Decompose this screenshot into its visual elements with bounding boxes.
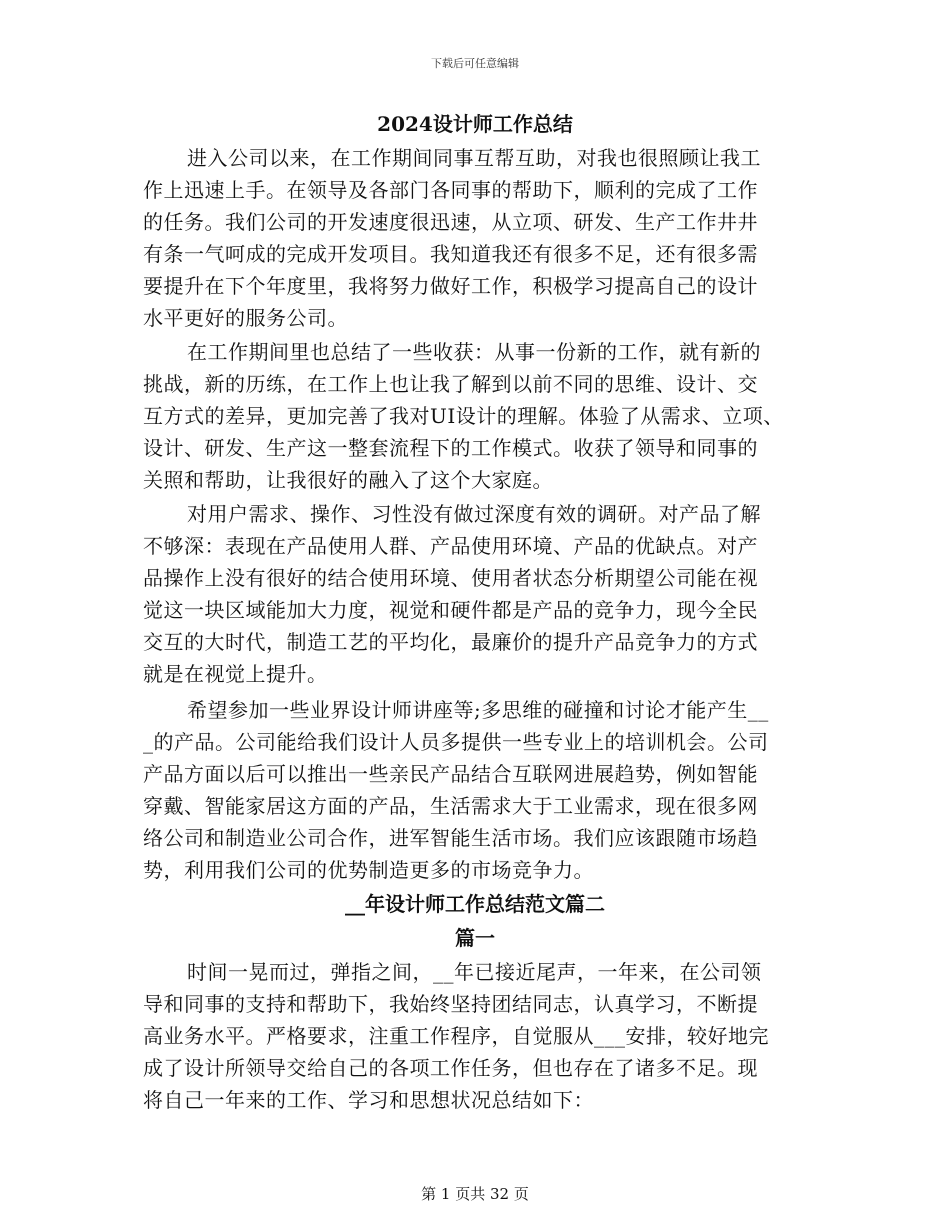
paragraph-line: 水平更好的服务公司。 bbox=[143, 306, 348, 330]
paragraph-line: 络公司和制造业公司合作，进军智能生活市场。我们应该跟随市场趋 bbox=[143, 826, 758, 850]
paragraph-line: _的产品。公司能给我们设计人员多提供一些专业上的培训机会。公司 bbox=[143, 730, 769, 754]
section-subtitle: __年设计师工作总结范文篇二 bbox=[345, 892, 605, 916]
paragraph-line: 希望参加一些业界设计师讲座等;多思维的碰撞和讨论才能产生__ bbox=[187, 698, 769, 722]
document-title: 2024设计师工作总结 bbox=[377, 112, 573, 136]
paragraph-line: 作上迅速上手。在领导及各部门各同事的帮助下，顺利的完成了工作 bbox=[143, 178, 758, 202]
page-footer: 第 1 页共 32 页 bbox=[421, 1185, 529, 1203]
paragraph-line: 设计、研发、生产这一整套流程下的工作模式。收获了领导和同事的 bbox=[143, 436, 758, 460]
paragraph-line: 穿戴、智能家居这方面的产品，生活需求大于工业需求，现在很多网 bbox=[143, 794, 758, 818]
paragraph-line: 进入公司以来，在工作期间同事互帮互助，对我也很照顾让我工 bbox=[187, 146, 761, 170]
paragraph-line: 就是在视觉上提升。 bbox=[143, 662, 328, 686]
paragraph-line: 互方式的差异，更加完善了我对UI设计的理解。体验了从需求、立项、 bbox=[143, 404, 784, 428]
paragraph-line: 将自己一年来的工作、学习和思想状况总结如下： bbox=[143, 1088, 594, 1112]
paragraph-line: 品操作上没有很好的结合使用环境、使用者状态分析期望公司能在视 bbox=[143, 566, 758, 590]
paragraph-line: 觉这一块区域能加大力度，视觉和硬件都是产品的竞争力，现今全民 bbox=[143, 598, 758, 622]
paragraph-line: 在工作期间里也总结了一些收获：从事一份新的工作，就有新的 bbox=[187, 340, 761, 364]
paragraph-line: 导和同事的支持和帮助下，我始终坚持团结同志，认真学习，不断提 bbox=[143, 992, 758, 1016]
paragraph-line: 势，利用我们公司的优势制造更多的市场竞争力。 bbox=[143, 858, 594, 882]
section-heading: 篇一 bbox=[455, 926, 495, 950]
paragraph-line: 关照和帮助，让我很好的融入了这个大家庭。 bbox=[143, 468, 553, 492]
paragraph-line: 高业务水平。严格要求，注重工作程序，自觉服从___安排，较好地完 bbox=[143, 1024, 769, 1048]
paragraph-line: 产品方面以后可以推出一些亲民产品结合互联网进展趋势，例如智能 bbox=[143, 762, 758, 786]
paragraph-line: 交互的大时代，制造工艺的平均化，最廉价的提升产品竞争力的方式 bbox=[143, 630, 758, 654]
paragraph-line: 时间一晃而过，弹指之间，__年已接近尾声，一年来，在公司领 bbox=[187, 960, 762, 984]
paragraph-line: 不够深：表现在产品使用人群、产品使用环境、产品的优缺点。对产 bbox=[143, 534, 758, 558]
paragraph-line: 挑战，新的历练，在工作上也让我了解到以前不同的思维、设计、交 bbox=[143, 372, 758, 396]
paragraph-line: 对用户需求、操作、习性没有做过深度有效的调研。对产品了解 bbox=[187, 502, 761, 526]
paragraph-line: 成了设计所领导交给自己的各项工作任务，但也存在了诸多不足。现 bbox=[143, 1056, 758, 1080]
paragraph-line: 的任务。我们公司的开发速度很迅速，从立项、研发、生产工作井井 bbox=[143, 210, 758, 234]
page-header: 下载后可任意编辑 bbox=[431, 57, 519, 70]
paragraph-line: 有条一气呵成的完成开发项目。我知道我还有很多不足，还有很多需 bbox=[143, 242, 758, 266]
paragraph-line: 要提升在下个年度里，我将努力做好工作，积极学习提高自己的设计 bbox=[143, 274, 758, 298]
